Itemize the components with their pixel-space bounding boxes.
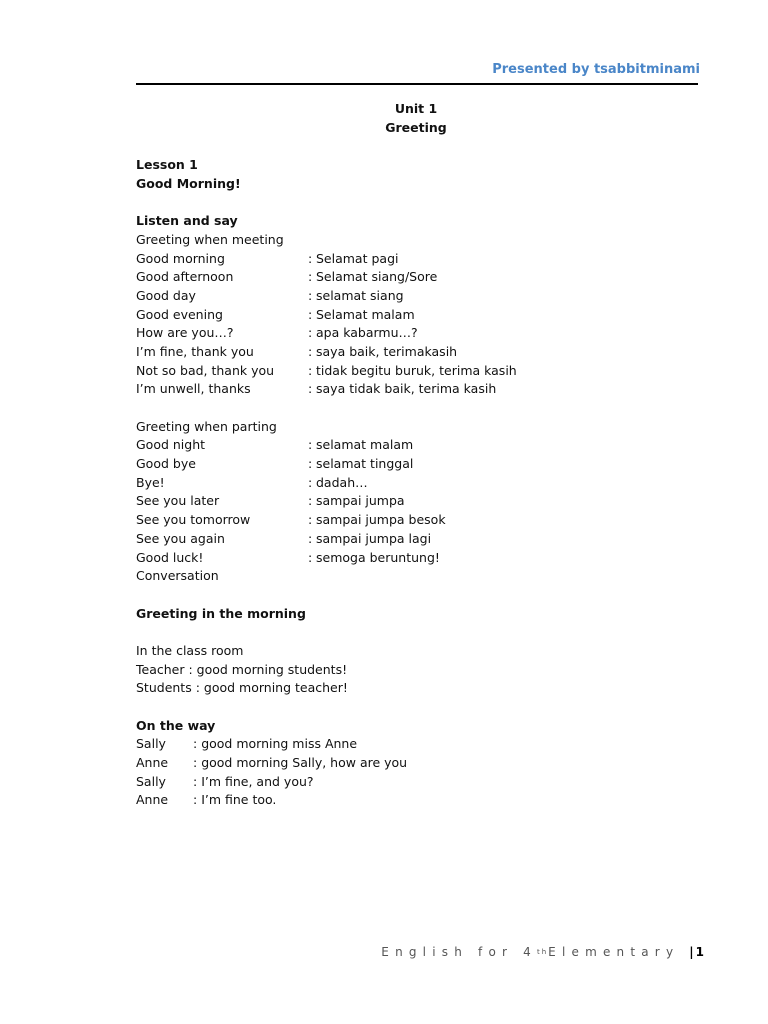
document-body bbox=[136, 100, 696, 810]
vocab-separator: : bbox=[308, 549, 313, 565]
vocab-row bbox=[136, 455, 696, 474]
vocab-row bbox=[136, 287, 696, 306]
dialogue-text: good morning Sally, how are you bbox=[201, 755, 408, 771]
vocab-row bbox=[136, 511, 696, 530]
unit-title: Unit 1 bbox=[394, 101, 438, 116]
classroom-heading: In the class room bbox=[136, 642, 244, 658]
vocab-indonesian: sampai jumpa besok bbox=[316, 512, 446, 528]
vocab-indonesian: selamat malam bbox=[316, 437, 414, 453]
vocab-row bbox=[136, 492, 696, 511]
vocab-indonesian: semoga beruntung! bbox=[316, 549, 440, 565]
vocab-indonesian: dadah… bbox=[316, 474, 368, 490]
dialogue-text: good morning students! bbox=[196, 661, 348, 677]
vocab-separator: : bbox=[308, 437, 313, 453]
vocab-separator: : bbox=[308, 287, 313, 303]
dialogue-speaker: Teacher bbox=[136, 661, 185, 677]
dialogue-line bbox=[136, 773, 696, 792]
dialogue-speaker: Anne bbox=[136, 792, 169, 808]
vocab-separator: : bbox=[308, 512, 313, 528]
vocab-row bbox=[136, 362, 696, 381]
vocab-separator: : bbox=[308, 530, 313, 546]
footer-text: English for 4 bbox=[381, 945, 537, 959]
dialogue-speaker: Anne bbox=[136, 755, 169, 771]
vocab-indonesian: sampai jumpa lagi bbox=[316, 530, 432, 546]
vocab-english: Good night bbox=[136, 437, 206, 453]
vocab-english: Good afternoon bbox=[136, 269, 234, 285]
vocab-separator: : bbox=[308, 474, 313, 490]
lesson-number: Lesson 1 bbox=[136, 157, 198, 173]
footer-text-2: Elementary bbox=[548, 945, 680, 959]
vocab-row bbox=[136, 549, 696, 568]
dialogue-line bbox=[136, 735, 696, 754]
page-number: 1 bbox=[695, 945, 704, 959]
dialogue-speaker: Students bbox=[136, 680, 192, 696]
vocab-row bbox=[136, 268, 696, 287]
dialogue-separator: : bbox=[184, 661, 197, 677]
vocab-english: See you later bbox=[136, 493, 220, 509]
vocab-english: Good bye bbox=[136, 456, 196, 472]
way-heading: On the way bbox=[136, 717, 216, 733]
presenter-credit: Presented by tsabbitminami bbox=[492, 62, 700, 77]
dialogue-line bbox=[136, 661, 696, 680]
vocab-separator: : bbox=[308, 269, 313, 285]
vocab-english: See you again bbox=[136, 530, 225, 546]
vocab-row bbox=[136, 436, 696, 455]
vocab-row bbox=[136, 474, 696, 493]
dialogue-text: I’m fine too. bbox=[201, 792, 277, 808]
vocab-english: How are you…? bbox=[136, 325, 234, 341]
vocab-indonesian: apa kabarmu…? bbox=[316, 325, 418, 341]
vocab-separator: : bbox=[308, 381, 313, 397]
dialogue-line bbox=[136, 754, 696, 773]
vocab-separator: : bbox=[308, 362, 313, 378]
vocab-row bbox=[136, 343, 696, 362]
vocab-separator: : bbox=[308, 306, 313, 322]
vocab-separator: : bbox=[308, 493, 313, 509]
unit-topic: Greeting bbox=[385, 119, 447, 135]
vocab-indonesian: tidak begitu buruk, terima kasih bbox=[316, 362, 517, 378]
dialogue-text: good morning teacher! bbox=[203, 680, 348, 696]
dialogue-separator: : bbox=[193, 792, 202, 808]
vocab-row bbox=[136, 530, 696, 549]
vocab-row bbox=[136, 250, 696, 269]
vocab-indonesian: sampai jumpa bbox=[316, 493, 405, 509]
parting-heading: Greeting when parting bbox=[136, 418, 277, 434]
vocab-separator: : bbox=[308, 250, 313, 266]
vocab-row bbox=[136, 306, 696, 325]
dialogue-separator: : bbox=[193, 755, 202, 771]
meeting-heading: Greeting when meeting bbox=[136, 231, 284, 247]
footer-ordinal: th bbox=[536, 948, 549, 956]
dialogue-speaker: Sally bbox=[136, 736, 166, 752]
dialogue-line bbox=[136, 679, 696, 698]
vocab-indonesian: selamat siang bbox=[316, 287, 404, 303]
vocab-indonesian: Selamat malam bbox=[316, 306, 415, 322]
vocab-english: I’m unwell, thanks bbox=[136, 381, 251, 397]
vocab-indonesian: Selamat pagi bbox=[316, 250, 399, 266]
vocab-separator: : bbox=[308, 456, 313, 472]
dialogue-text: I’m fine, and you? bbox=[201, 773, 314, 789]
vocab-english: Good evening bbox=[136, 306, 223, 322]
vocab-english: Bye! bbox=[136, 474, 165, 490]
dialogue-speaker: Sally bbox=[136, 773, 166, 789]
vocab-separator: : bbox=[308, 343, 313, 359]
vocab-row bbox=[136, 324, 696, 343]
vocab-english: Good morning bbox=[136, 250, 225, 266]
vocab-separator: : bbox=[308, 325, 313, 341]
vocab-english: I’m fine, thank you bbox=[136, 343, 254, 359]
listen-heading: Listen and say bbox=[136, 213, 238, 229]
vocab-english: Good day bbox=[136, 287, 196, 303]
dialogue-text: good morning miss Anne bbox=[201, 736, 358, 752]
dialogue-line bbox=[136, 791, 696, 810]
dialogue-separator: : bbox=[191, 680, 204, 696]
vocab-indonesian: selamat tinggal bbox=[316, 456, 414, 472]
lesson-name: Good Morning! bbox=[136, 175, 241, 191]
dialogue-separator: : bbox=[193, 736, 202, 752]
vocab-english: Not so bad, thank you bbox=[136, 362, 275, 378]
vocab-row bbox=[136, 380, 696, 399]
header-rule bbox=[136, 83, 698, 85]
page-footer bbox=[381, 945, 704, 959]
vocab-indonesian: saya baik, terimakasih bbox=[316, 343, 458, 359]
footer-divider: | bbox=[689, 945, 694, 959]
vocab-indonesian: saya tidak baik, terima kasih bbox=[316, 381, 497, 397]
vocab-indonesian: Selamat siang/Sore bbox=[316, 269, 438, 285]
vocab-english: See you tomorrow bbox=[136, 512, 251, 528]
morning-heading: Greeting in the morning bbox=[136, 605, 306, 621]
dialogue-separator: : bbox=[193, 773, 202, 789]
conversation-label: Conversation bbox=[136, 568, 219, 584]
vocab-english: Good luck! bbox=[136, 549, 204, 565]
